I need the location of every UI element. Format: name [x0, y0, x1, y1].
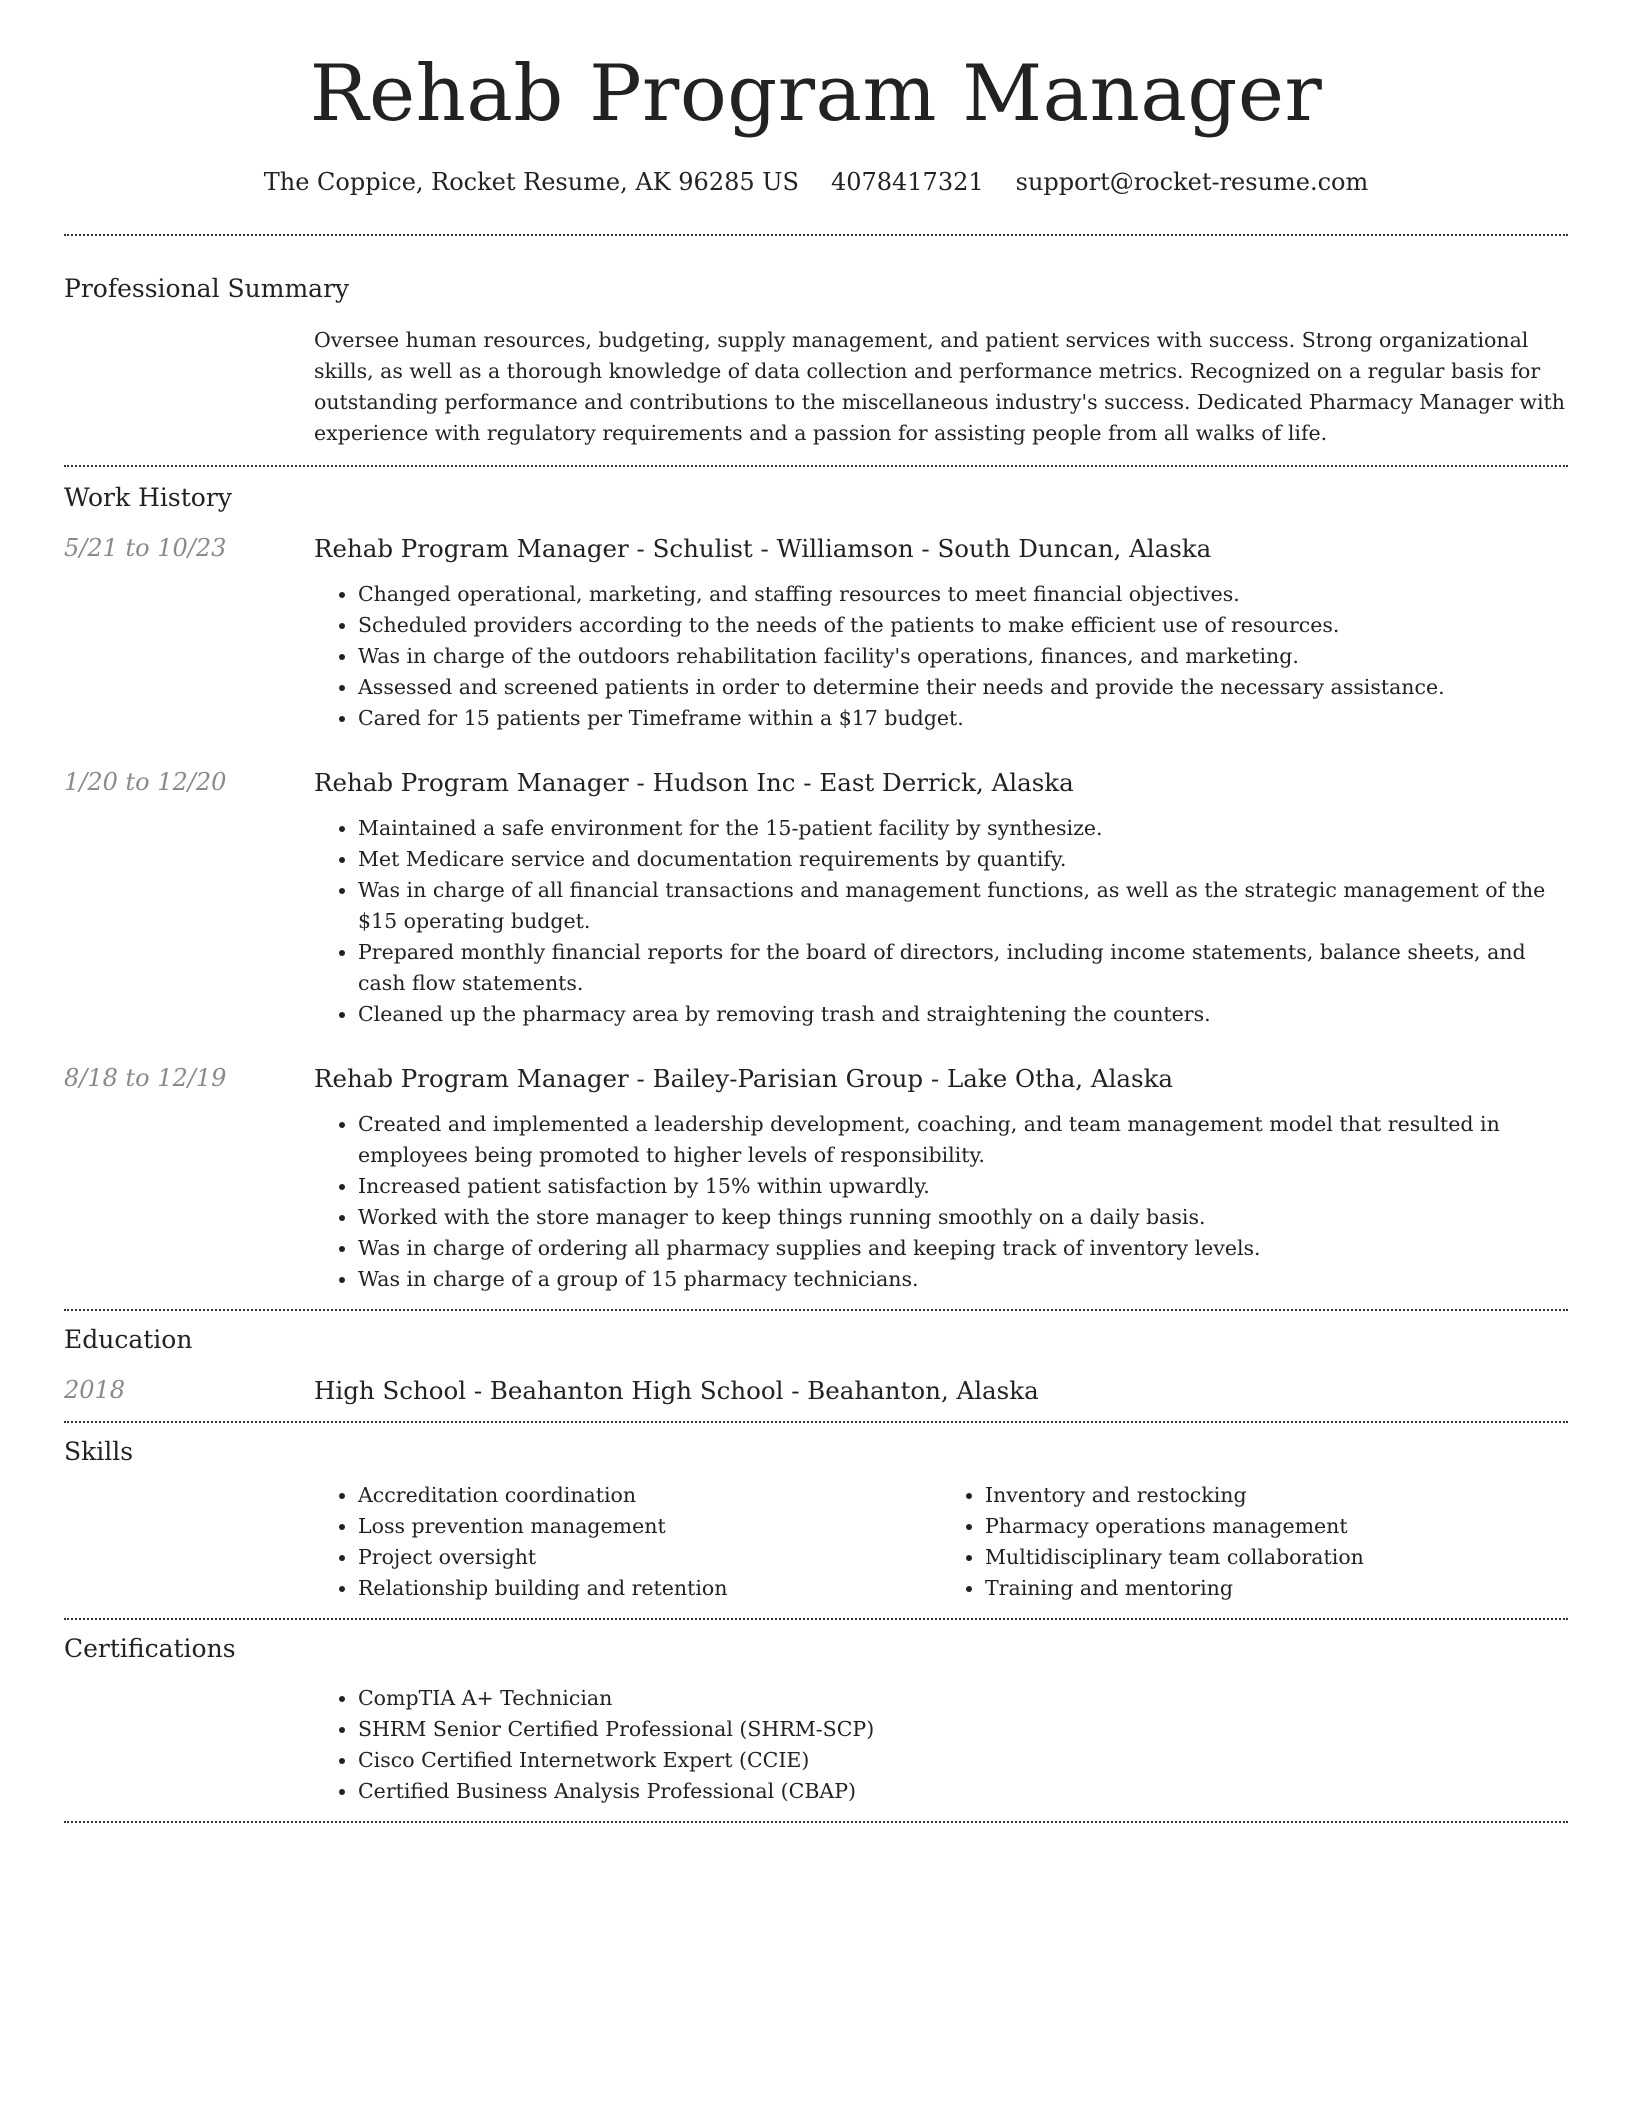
list-item: • Loss prevention management: [358, 1511, 941, 1542]
contact-line: [0, 168, 1632, 196]
education-entry: [64, 1376, 1568, 1405]
education-year: 2018: [64, 1375, 126, 1404]
list-item: • Increased patient satisfaction by 15% within upwardly.: [358, 1171, 1568, 1202]
candidate-name: Rehab Program Manager: [309, 49, 1323, 139]
list-item: • Project oversight: [358, 1542, 941, 1573]
resume-header: [0, 0, 1632, 196]
summary-section: [0, 236, 1632, 449]
list-item: • Was in charge of a group of 15 pharmacy technicians.: [358, 1264, 1568, 1295]
list-item: • Cisco Certified Internetwork Expert (CCIE): [358, 1745, 1568, 1776]
list-item: • Maintained a safe environment for the 15-patient facility by synthesize.: [358, 813, 1568, 844]
list-item: • Certified Business Analysis Professional (CBAP): [358, 1776, 1568, 1807]
list-item: • CompTIA A+ Technician: [358, 1683, 1568, 1714]
list-item: • Relationship building and retention: [358, 1573, 941, 1604]
list-item: • Prepared monthly financial reports for the board of directors, including income statements, balance sheets, and cash flow statements.: [358, 937, 1568, 999]
job-bullets: [314, 813, 1568, 1030]
section-title-education: Education: [64, 1324, 193, 1354]
section-title-work: Work History: [64, 482, 232, 512]
list-item: • Worked with the store manager to keep things running smoothly on a daily basis.: [358, 1202, 1568, 1233]
list-item: • Met Medicare service and documentation requirements by quantify.: [358, 844, 1568, 875]
list-item: • Training and mentoring: [985, 1573, 1568, 1604]
list-item: • Multidisciplinary team collaboration: [985, 1542, 1568, 1573]
summary-text: Oversee human resources, budgeting, supply management, and patient services with success. Strong organizational skills, as well as a thorough knowledge of data collection and performance metrics. Recognized on a regular basis for outstanding performance and contributions to the miscellaneous industry's success. Dedicated Pharmacy Manager with experience with regulatory requirements and a passion for assisting people from all walks of life.: [314, 327, 1565, 445]
list-item: • Was in charge of the outdoors rehabilitation facility's operations, finances, and marketing.: [358, 641, 1568, 672]
list-item: • Was in charge of ordering all pharmacy supplies and keeping track of inventory levels.: [358, 1233, 1568, 1264]
list-item: • Was in charge of all financial transactions and management functions, as well as the strategic management of the $15 operating budget.: [358, 875, 1568, 937]
list-item: • Scheduled providers according to the needs of the patients to make efficient use of resources.: [358, 610, 1568, 641]
job-dates: 5/21 to 10/23: [64, 533, 227, 562]
job-bullets: [314, 1109, 1568, 1295]
list-item: • Pharmacy operations management: [985, 1511, 1568, 1542]
education-section: [0, 1311, 1632, 1405]
list-item: • Inventory and restocking: [985, 1480, 1568, 1511]
section-title-certifications: Certifications: [64, 1633, 236, 1663]
job-heading: Rehab Program Manager - Hudson Inc - East Derrick, Alaska: [314, 767, 1074, 797]
list-item: • Cleaned up the pharmacy area by removing trash and straightening the counters.: [358, 999, 1568, 1030]
phone: 4078417321: [830, 167, 984, 196]
list-item: • SHRM Senior Certified Professional (SHRM-SCP): [358, 1714, 1568, 1745]
list-item: • Assessed and screened patients in order to determine their needs and provide the necessary assistance.: [358, 672, 1568, 703]
divider: [64, 1821, 1568, 1823]
list-item: • Accreditation coordination: [358, 1480, 941, 1511]
job-entry: [64, 534, 1568, 734]
skills-list-col1: [314, 1480, 941, 1604]
job-bullets: [314, 579, 1568, 734]
work-history-section: [0, 467, 1632, 1295]
skills-list-col2: [941, 1480, 1568, 1604]
job-heading: Rehab Program Manager - Schulist - Williamson - South Duncan, Alaska: [314, 533, 1212, 563]
address: The Coppice, Rocket Resume, AK 96285 US: [263, 167, 799, 196]
certifications-list: [314, 1683, 1568, 1807]
list-item: • Changed operational, marketing, and staffing resources to meet financial objectives.: [358, 579, 1568, 610]
certifications-section: [0, 1620, 1632, 1807]
job-entry: [64, 1064, 1568, 1295]
section-title-summary: Professional Summary: [64, 273, 350, 303]
job-dates: 8/18 to 12/19: [64, 1063, 227, 1092]
list-item: • Cared for 15 patients per Timeframe within a $17 budget.: [358, 703, 1568, 734]
list-item: • Created and implemented a leadership development, coaching, and team management model that resulted in employees being promoted to higher levels of responsibility.: [358, 1109, 1568, 1171]
education-heading: High School - Beahanton High School - Beahanton, Alaska: [314, 1375, 1039, 1405]
job-entry: [64, 768, 1568, 1030]
section-title-skills: Skills: [64, 1436, 134, 1466]
skills-section: [0, 1423, 1632, 1604]
job-dates: 1/20 to 12/20: [64, 767, 227, 796]
email[interactable]: support@rocket-resume.com: [1015, 167, 1369, 196]
job-heading: Rehab Program Manager - Bailey-Parisian Group - Lake Otha, Alaska: [314, 1063, 1174, 1093]
